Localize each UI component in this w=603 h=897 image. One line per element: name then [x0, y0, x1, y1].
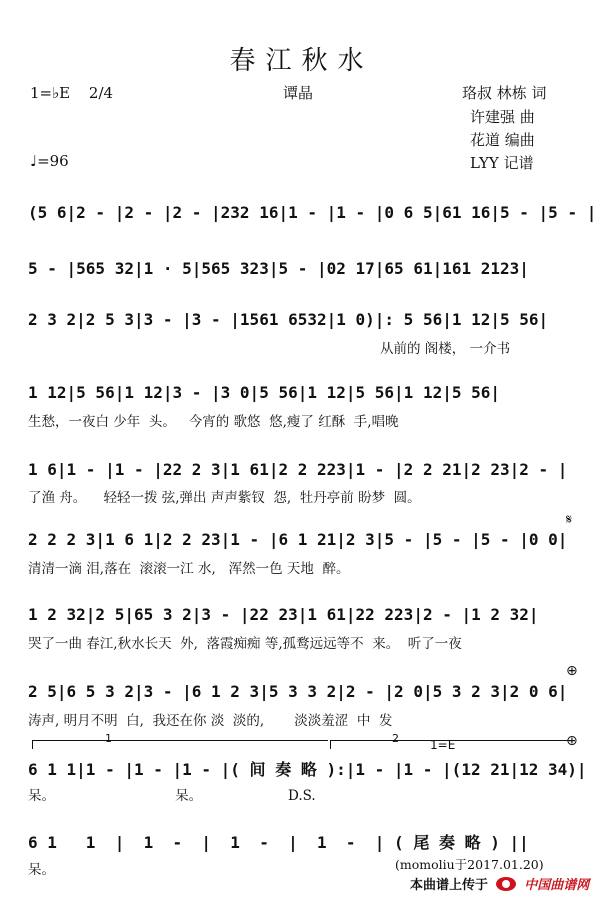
time-signature: 2/4 — [88, 84, 114, 102]
notation-line-1: (5 6|2 - |2 - |2 - |232 16|1 - |1 - |0 6 5|61 16|5 - |5 - | — [28, 203, 597, 222]
lyric-line-3: 从前的 阁楼， 一介书 — [380, 341, 511, 357]
lyric-line-5: 了渔 舟。 轻轻一拨 弦,弹出 声声紫钗 怨, 牡丹亭前 盼梦 圆。 — [28, 490, 421, 506]
notation-line-4: 1 12|5 56|1 12|3 - |3 0|5 56|1 12|5 56|1 12|5 56| — [28, 383, 501, 402]
lyric-line-9: 呆。 呆。 D.S. — [28, 788, 316, 804]
site-credit — [410, 874, 589, 893]
key-signature — [30, 84, 113, 102]
lyric-line-4: 生愁，一夜白 少年 头。 今宵的 歌悠 悠,瘦了 红酥 手,唱晚 — [28, 414, 399, 430]
site-name: 中国曲谱网 — [524, 877, 590, 892]
site-logo-icon — [496, 877, 516, 891]
lyric-line-10: 呆。 — [28, 862, 55, 878]
notation-line-6: 2 2 2 3|1 6 1|2 2 23|1 - |6 1 21|2 3|5 - |5 - |5 - |0 0| — [28, 530, 568, 549]
volta-number-2: 2 — [392, 732, 399, 745]
tempo: ♩=96 — [30, 152, 69, 170]
page-title: 春江秋水 — [229, 46, 374, 76]
site-prefix: 本曲谱上传于 — [410, 877, 489, 892]
lyricist: 珞叔 林栋 词 — [462, 84, 547, 102]
singer: 谭晶 — [283, 84, 314, 102]
key-label: 1=♭E — [30, 84, 71, 102]
notation-line-8: 2 5|6 5 3 2|3 - |6 1 2 3|5 3 3 2|2 - |2 0|5 3 2 3|2 0 6| — [28, 682, 568, 701]
notation-line-3: 2 3 2|2 5 3|3 - |3 - |1561 6532|1 0)|: 5 56|1 12|5 56| — [28, 310, 549, 329]
notation-line-10: 6 1 1 | 1 - | 1 - | 1 - | ( 尾 奏 略 ) || — [28, 833, 529, 852]
upload-note: (momoliu于2017.01.20) — [395, 857, 544, 872]
transcriber: LYY 记谱 — [470, 154, 534, 172]
volta-bracket-1 — [32, 740, 328, 749]
volta-number-1: 1 — [105, 732, 112, 745]
coda-icon: ⊕ — [566, 663, 578, 679]
arranger: 花道 编曲 — [470, 131, 535, 149]
key-change: 1=E — [430, 738, 456, 752]
notation-line-5: 1 6|1 - |1 - |22 2 3|1 61|2 2 223|1 - |2 2 21|2 23|2 - | — [28, 460, 568, 479]
notation-line-2: 5 - |565 32|1 · 5|565 323|5 - |02 17|65 61|161 2123| — [28, 259, 529, 278]
lyric-line-7: 哭了一曲 春江,秋水长天 外, 落霞痴痴 等,孤鹜远远等不 来。 听了一夜 — [28, 636, 462, 652]
lyric-line-6: 清清一滴 泪,落在 滚滚一江 水, 浑然一色 天地 醉。 — [28, 561, 350, 577]
notation-line-9: 6 1 1|1 - |1 - |1 - |( 间 奏 略 ):|1 - |1 - |(12 21|12 34)| — [28, 760, 587, 779]
coda-icon-2: ⊕ — [566, 733, 578, 749]
composer: 许建强 曲 — [470, 108, 535, 126]
notation-line-7: 1 2 32|2 5|65 3 2|3 - |22 23|1 61|22 223|2 - |1 2 32| — [28, 605, 539, 624]
lyric-line-8: 涛声, 明月不明 白, 我还在你 淡 淡的, 淡淡羞涩 中 发 — [28, 713, 393, 729]
segno-icon: 𝄋 — [566, 512, 573, 528]
